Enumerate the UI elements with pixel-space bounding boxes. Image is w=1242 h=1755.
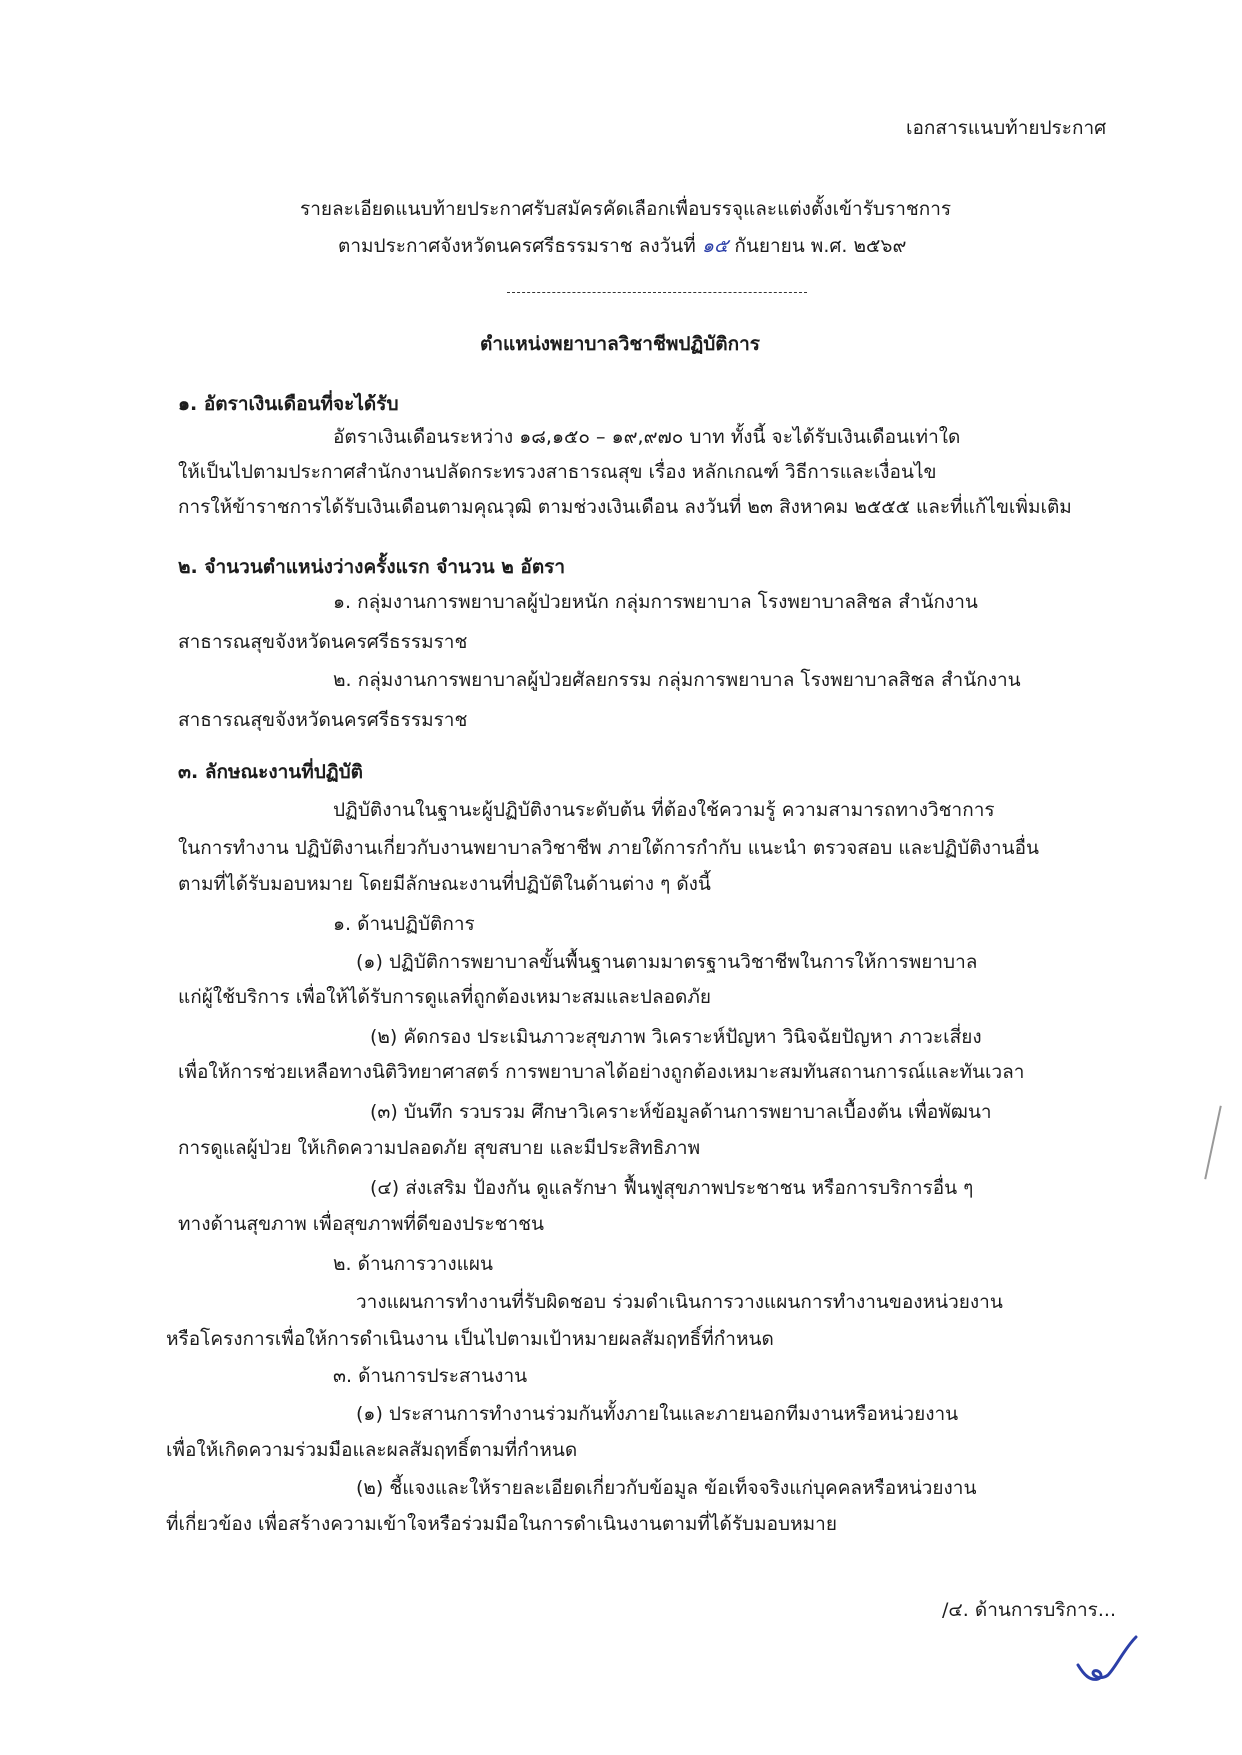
sub3-line: (๑) ประสานการทำงานร่วมกันทั้งภายในและภายนอกทีมงานหรือหน่วยงาน [356, 1403, 959, 1425]
sub1-line: การดูแลผู้ป่วย ให้เกิดความปลอดภัย สุขสบาย และมีประสิทธิภาพ [178, 1137, 701, 1159]
sub3-line: เพื่อให้เกิดความร่วมมือและผลสัมฤทธิ์ตามที่กำหนด [166, 1439, 578, 1461]
sub2-line: หรือโครงการเพื่อให้การดำเนินงาน เป็นไปตามเป้าหมายผลสัมฤทธิ์ที่กำหนด [166, 1328, 774, 1350]
sub1-line: (๓) บันทึก รวบรวม ศึกษาวิเคราะห์ข้อมูลด้านการพยาบาลเบื้องต้น เพื่อพัฒนา [370, 1101, 992, 1123]
sub2-heading: ๒. ด้านการวางแผน [333, 1253, 493, 1275]
scan-mark [1204, 1106, 1222, 1180]
section3-intro-line: ปฏิบัติงานในฐานะผู้ปฏิบัติงานระดับต้น ที่ต้องใช้ความรู้ ความสามารถทางวิชาการ [333, 799, 995, 821]
sub3-line: ที่เกี่ยวข้อง เพื่อสร้างความเข้าใจหรือร่วมมือในการดำเนินงานตามที่ได้รับมอบหมาย [166, 1513, 837, 1535]
section2-line: ๑. กลุ่มงานการพยาบาลผู้ป่วยหนัก กลุ่มการพยาบาล โรงพยาบาลสิชล สำนักงาน [333, 591, 978, 613]
title-date-prefix: ตามประกาศจังหวัดนครศรีธรรมราช ลงวันที่ [338, 235, 696, 257]
handwritten-day: ๑๕ [701, 235, 729, 257]
position-title: ตำแหน่งพยาบาลวิชาชีพปฏิบัติการ [480, 333, 760, 355]
section2-line: สาธารณสุขจังหวัดนครศรีธรรมราช [178, 709, 468, 731]
section1-line: การให้ข้าราชการได้รับเงินเดือนตามคุณวุฒิ ตามช่วงเงินเดือน ลงวันที่ ๒๓ สิงหาคม ๒๕๕๕ และที่แก้ไขเพิ่มเติม [178, 496, 1072, 518]
sub3-line: (๒) ชี้แจงและให้รายละเอียดเกี่ยวกับข้อมูล ข้อเท็จจริงแก่บุคคลหรือหน่วยงาน [356, 1477, 977, 1499]
title-line-2 [338, 232, 906, 260]
title-line-1: รายละเอียดแนบท้ายประกาศรับสมัครคัดเลือกเพื่อบรรจุและแต่งตั้งเข้ารับราชการ [300, 198, 952, 220]
section1-line: ให้เป็นไปตามประกาศสำนักงานปลัดกระทรวงสาธารณสุข เรื่อง หลักเกณฑ์ วิธีการและเงื่อนไข [178, 461, 937, 483]
section2-line: ๒. กลุ่มงานการพยาบาลผู้ป่วยศัลยกรรม กลุ่มการพยาบาล โรงพยาบาลสิชล สำนักงาน [333, 669, 1021, 691]
handwritten-initial-mark [1070, 1635, 1140, 1685]
sub1-line: เพื่อให้การช่วยเหลือทางนิติวิทยาศาสตร์ การพยาบาลได้อย่างถูกต้องเหมาะสมทันสถานการณ์และทันเวลา [178, 1061, 1025, 1083]
sub1-line: (๒) คัดกรอง ประเมินภาวะสุขภาพ วิเคราะห์ปัญหา วินิจฉัยปัญหา ภาวะเสี่ยง [370, 1026, 982, 1048]
section3-intro-line: ตามที่ได้รับมอบหมาย โดยมีลักษณะงานที่ปฏิบัติในด้านต่าง ๆ ดังนี้ [178, 873, 711, 895]
sub1-line: (๔) ส่งเสริม ป้องกัน ดูแลรักษา ฟื้นฟูสุขภาพประชาชน หรือการบริการอื่น ๆ [370, 1177, 974, 1199]
attachment-label: เอกสารแนบท้ายประกาศ [906, 117, 1107, 139]
section1-line: อัตราเงินเดือนระหว่าง ๑๘,๑๕๐ – ๑๙,๙๗๐ บาท ทั้งนี้ จะได้รับเงินเดือนเท่าใด [333, 426, 961, 448]
sub3-heading: ๓. ด้านการประสานงาน [333, 1365, 528, 1387]
section3-heading: ๓. ลักษณะงานที่ปฏิบัติ [178, 761, 363, 783]
section2-heading: ๒. จำนวนตำแหน่งว่างครั้งแรก จำนวน ๒ อัตรา [178, 556, 566, 578]
divider-line [507, 292, 807, 293]
sub1-line: แก่ผู้ใช้บริการ เพื่อให้ได้รับการดูแลที่ถูกต้องเหมาะสมและปลอดภัย [178, 986, 712, 1008]
sub1-heading: ๑. ด้านปฏิบัติการ [333, 913, 475, 935]
section1-heading: ๑. อัตราเงินเดือนที่จะได้รับ [178, 393, 399, 415]
title-date-suffix: กันยายน พ.ศ. ๒๕๖๙ [734, 235, 907, 257]
continuation-note: /๔. ด้านการบริการ... [942, 1599, 1116, 1621]
sub1-line: ทางด้านสุขภาพ เพื่อสุขภาพที่ดีของประชาชน [178, 1213, 545, 1235]
sub1-line: (๑) ปฏิบัติการพยาบาลขั้นพื้นฐานตามมาตรฐานวิชาชีพในการให้การพยาบาล [356, 951, 978, 973]
section2-line: สาธารณสุขจังหวัดนครศรีธรรมราช [178, 631, 468, 653]
section3-intro-line: ในการทำงาน ปฏิบัติงานเกี่ยวกับงานพยาบาลวิชาชีพ ภายใต้การกำกับ แนะนำ ตรวจสอบ และปฏิบัติงานอื่น [178, 837, 1039, 859]
sub2-line: วางแผนการทำงานที่รับผิดชอบ ร่วมดำเนินการวางแผนการทำงานของหน่วยงาน [356, 1291, 1003, 1313]
